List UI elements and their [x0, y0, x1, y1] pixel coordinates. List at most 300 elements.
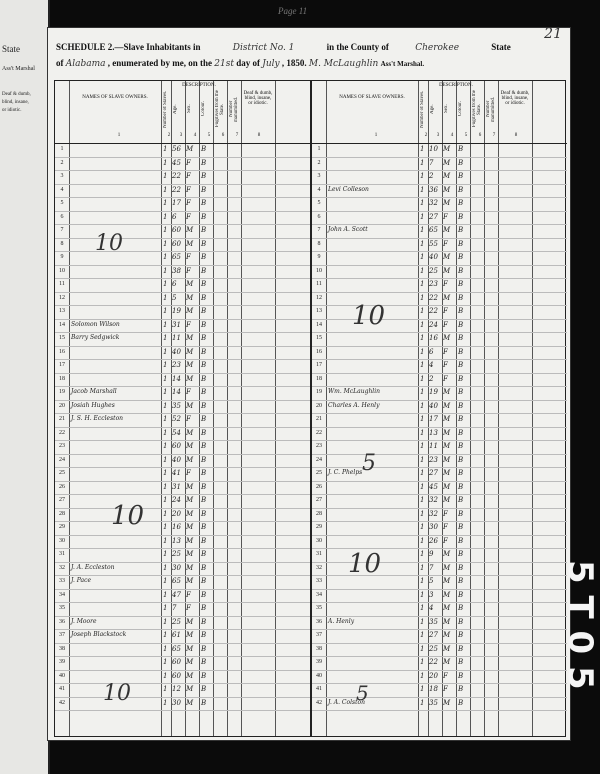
left-cell-sex: M — [186, 482, 194, 491]
left-cell-sex: M — [186, 226, 194, 234]
left-header-fugitive: Fugitives from the State. — [215, 90, 225, 128]
left-cell-sex: M — [186, 536, 194, 545]
left-row-line — [55, 157, 310, 158]
left-row-line — [55, 481, 310, 482]
marshal-name: M. McLaughlin — [308, 59, 379, 69]
right-row-line — [312, 467, 567, 468]
left-row-line — [55, 629, 310, 630]
left-cell-sex: M — [186, 523, 194, 531]
right-cell-age: 23 — [429, 455, 438, 464]
right-row-number: 36 — [316, 618, 322, 625]
right-cell-num: 1 — [420, 320, 425, 329]
left-cell-age: 20 — [172, 509, 181, 518]
right-cell-num: 1 — [420, 293, 425, 302]
left-cell-sex: F — [186, 604, 191, 612]
left-cell-sex: F — [186, 590, 191, 599]
left-cell-age: 13 — [172, 536, 181, 545]
right-cell-sex: M — [443, 266, 451, 275]
left-row-number: 34 — [59, 591, 65, 598]
tally-mark: 10 — [111, 501, 145, 531]
left-row-number: 32 — [59, 564, 65, 571]
left-cell-num: 1 — [163, 199, 168, 207]
right-cell-col: B — [458, 199, 464, 207]
right-cell-col: B — [458, 523, 464, 531]
right-cell-num: 1 — [420, 401, 425, 410]
left-cell-age: 24 — [172, 496, 181, 504]
tally-mark: 10 — [348, 549, 382, 579]
right-row-line — [312, 157, 567, 158]
right-row-line — [312, 521, 567, 522]
left-cell-num: 1 — [163, 469, 168, 477]
right-column-number: 8 — [514, 133, 518, 138]
right-row-line — [312, 359, 567, 360]
left-cell-col: B — [201, 320, 207, 329]
left-row-line — [55, 602, 310, 603]
left-row-number: 28 — [59, 510, 65, 517]
right-row-number: 42 — [316, 699, 322, 706]
right-cell-col: B — [458, 550, 464, 558]
left-cell-num: 1 — [163, 280, 168, 288]
left-cell-num: 1 — [163, 509, 168, 518]
left-column-number: 4 — [193, 133, 197, 138]
right-cell-sex: M — [443, 428, 451, 437]
left-cell-num: 1 — [163, 415, 168, 423]
census-table — [54, 80, 566, 737]
left-cell-sex: F — [186, 253, 191, 261]
right-cell-col: B — [458, 347, 464, 356]
right-row-number: 31 — [316, 551, 322, 557]
left-row-line — [55, 413, 310, 414]
right-row-number: 3 — [317, 173, 321, 179]
left-cell-sex: M — [186, 698, 194, 707]
right-cell-col: B — [458, 496, 464, 504]
left-cell-owner: Barry Sedgwick — [71, 334, 120, 341]
right-header-age: Age. — [430, 104, 435, 114]
left-row-line — [55, 521, 310, 522]
left-column-line — [275, 81, 276, 736]
left-row-line — [55, 251, 310, 252]
right-cell-sex: M — [443, 604, 451, 612]
left-cell-col: B — [201, 509, 207, 518]
left-row-number: 25 — [59, 470, 65, 476]
right-cell-age: 9 — [429, 550, 434, 558]
left-row-number: 2 — [60, 159, 64, 166]
left-cell-num: 1 — [163, 307, 168, 315]
right-cell-age: 22 — [429, 658, 438, 666]
left-cell-age: 40 — [172, 455, 181, 464]
right-cell-num: 1 — [420, 442, 425, 450]
right-cell-num: 1 — [420, 280, 425, 288]
right-row-number: 34 — [316, 591, 322, 598]
right-cell-num: 1 — [420, 415, 425, 423]
left-cell-owner: J. A. Eccleston — [71, 563, 115, 571]
right-cell-sex: M — [443, 415, 451, 423]
right-cell-col: B — [458, 401, 464, 410]
left-cell-age: 60 — [172, 658, 181, 666]
left-cell-owner: J. Pace — [71, 577, 92, 584]
tally-mark: 5 — [362, 451, 376, 476]
right-cell-age: 7 — [429, 563, 434, 572]
left-cell-sex: F — [186, 212, 191, 221]
right-cell-age: 18 — [429, 685, 438, 693]
left-cell-col: B — [201, 415, 207, 423]
left-header-colour: Colour. — [201, 101, 206, 117]
left-row-line — [55, 508, 310, 509]
left-row-line — [55, 467, 310, 468]
right-cell-sex: M — [443, 442, 451, 450]
left-row-line — [55, 575, 310, 576]
left-cell-num: 1 — [163, 631, 168, 639]
left-row-number: 16 — [59, 348, 65, 355]
right-cell-sex: M — [443, 253, 451, 261]
right-cell-owner: Levi Colleson — [328, 185, 369, 193]
left-header-manumitted: Number manumitted. — [229, 96, 239, 122]
left-row-line — [55, 427, 310, 428]
right-cell-col: B — [458, 536, 464, 545]
left-row-line — [55, 197, 310, 198]
right-row-line — [312, 278, 567, 279]
right-cell-age: 11 — [429, 442, 438, 450]
left-cell-col: B — [201, 455, 207, 464]
right-cell-owner: John A. Scott — [328, 226, 368, 233]
left-row-line — [55, 224, 310, 225]
right-row-number: 37 — [316, 632, 322, 638]
left-cell-num: 1 — [163, 442, 168, 450]
previous-page-strip — [0, 0, 50, 774]
left-row-line — [55, 346, 310, 347]
right-row-number: 9 — [317, 254, 321, 260]
left-cell-age: 31 — [172, 320, 181, 329]
left-row-line — [55, 184, 310, 185]
left-row-line — [55, 359, 310, 360]
right-header-deaf: Deaf & dumb, blind, insane, or idiotic. — [500, 91, 530, 106]
right-cell-sex: F — [443, 307, 448, 315]
left-column-number: 3 — [179, 133, 183, 138]
left-column-number: 5 — [207, 133, 211, 138]
right-cell-num: 1 — [420, 374, 425, 383]
right-row-number: 29 — [316, 524, 322, 530]
left-cell-col: B — [201, 496, 207, 504]
right-row-line — [312, 535, 567, 536]
left-cell-col: B — [201, 158, 207, 167]
left-cell-age: 25 — [172, 550, 181, 558]
right-cell-owner: J. A. Colston — [328, 698, 365, 706]
tally-mark: 10 — [103, 681, 131, 706]
left-cell-age: 5 — [172, 293, 177, 302]
left-cell-num: 1 — [163, 658, 168, 666]
margin-label-marshal: Ass't Marshal — [2, 66, 35, 72]
right-cell-col: B — [458, 658, 464, 666]
left-cell-col: B — [201, 145, 207, 153]
left-column-line — [161, 81, 162, 736]
left-cell-owner: Jacob Marshall — [71, 388, 117, 395]
left-cell-age: 14 — [172, 388, 181, 396]
left-row-number: 20 — [59, 402, 65, 409]
right-cell-sex: F — [443, 347, 448, 356]
tally-mark: 10 — [95, 231, 123, 256]
left-cell-num: 1 — [163, 428, 168, 437]
right-row-line — [312, 319, 567, 320]
right-row-number: 35 — [316, 605, 322, 611]
right-row-number: 26 — [316, 483, 322, 490]
right-row-line — [312, 224, 567, 225]
left-cell-owner: J. Moore — [71, 617, 97, 625]
left-cell-col: B — [201, 658, 207, 666]
right-cell-age: 4 — [429, 361, 434, 369]
left-column-line — [199, 81, 200, 736]
header-line-1 — [56, 42, 511, 53]
right-row-line — [312, 440, 567, 441]
right-cell-col: B — [458, 698, 464, 707]
right-cell-sex: M — [443, 563, 451, 572]
left-cell-col: B — [201, 266, 207, 275]
left-cell-col: B — [201, 428, 207, 437]
left-row-line — [55, 494, 310, 495]
year-label: , 1850. — [281, 58, 307, 68]
left-cell-age: 6 — [172, 280, 177, 288]
left-row-line — [55, 305, 310, 306]
right-cell-num: 1 — [420, 226, 425, 234]
right-row-line — [312, 589, 567, 590]
left-column-number: 1 — [117, 133, 121, 138]
right-row-number: 14 — [316, 321, 322, 328]
right-cell-sex: F — [443, 212, 448, 221]
left-cell-sex: F — [186, 388, 191, 396]
right-column-line — [470, 81, 471, 736]
left-row-number: 42 — [59, 699, 65, 706]
left-cell-num: 1 — [163, 482, 168, 491]
right-cell-num: 1 — [420, 347, 425, 356]
left-cell-age: 61 — [172, 631, 181, 639]
left-cell-sex: M — [186, 455, 194, 464]
right-cell-col: B — [458, 307, 464, 315]
right-cell-col: B — [458, 644, 464, 653]
right-header-number: Number of Slaves. — [420, 90, 425, 128]
left-header-sex: Sex. — [187, 104, 192, 114]
left-cell-sex: M — [186, 334, 194, 342]
left-cell-col: B — [201, 685, 207, 693]
left-cell-age: 60 — [172, 442, 181, 450]
left-cell-sex: M — [186, 442, 194, 450]
right-cell-sex: F — [443, 671, 448, 680]
left-row-number: 3 — [60, 173, 64, 179]
right-cell-sex: M — [443, 469, 451, 477]
right-cell-age: 24 — [429, 320, 438, 329]
right-cell-age: 35 — [429, 698, 438, 707]
right-cell-age: 10 — [429, 145, 438, 153]
right-cell-num: 1 — [420, 253, 425, 261]
right-cell-num: 1 — [420, 428, 425, 437]
left-cell-col: B — [201, 199, 207, 207]
left-cell-age: 47 — [172, 590, 181, 599]
right-cell-sex: M — [443, 698, 451, 707]
right-cell-num: 1 — [420, 631, 425, 639]
right-row-number: 16 — [316, 348, 322, 355]
left-cell-sex: M — [186, 509, 194, 518]
right-cell-col: B — [458, 145, 464, 153]
right-cell-age: 23 — [429, 280, 438, 288]
left-cell-num: 1 — [163, 617, 168, 626]
left-cell-col: B — [201, 172, 207, 180]
left-half — [55, 81, 310, 736]
left-cell-sex: F — [186, 266, 191, 275]
right-cell-sex: F — [443, 523, 448, 531]
right-cell-num: 1 — [420, 685, 425, 693]
right-column-line — [418, 81, 419, 736]
left-header-divider — [55, 143, 310, 144]
right-cell-sex: F — [443, 239, 448, 248]
right-cell-col: B — [458, 482, 464, 491]
right-cell-sex: M — [443, 388, 451, 396]
left-cell-num: 1 — [163, 523, 168, 531]
left-cell-age: 14 — [172, 374, 181, 383]
left-cell-sex: F — [186, 199, 191, 207]
right-cell-num: 1 — [420, 212, 425, 221]
right-cell-age: 2 — [429, 172, 434, 180]
right-row-line — [312, 670, 567, 671]
right-row-number: 12 — [316, 294, 322, 301]
right-cell-num: 1 — [420, 455, 425, 464]
left-cell-sex: M — [186, 347, 194, 356]
right-row-number: 24 — [316, 456, 322, 463]
right-row-number: 25 — [316, 470, 322, 476]
county-value: Cherokee — [415, 43, 460, 53]
left-row-number: 17 — [59, 362, 65, 368]
left-column-line — [69, 81, 70, 736]
right-cell-num: 1 — [420, 604, 425, 612]
left-cell-sex: M — [186, 563, 194, 572]
left-cell-col: B — [201, 401, 207, 410]
left-cell-owner: J. S. H. Eccleston — [71, 415, 124, 422]
right-cell-col: B — [458, 212, 464, 221]
left-cell-col: B — [201, 293, 207, 302]
right-cell-age: 17 — [429, 415, 438, 423]
left-row-line — [55, 238, 310, 239]
left-cell-col: B — [201, 334, 207, 342]
state-label: State — [491, 42, 511, 52]
right-cell-col: B — [458, 388, 464, 396]
left-cell-sex: M — [186, 550, 194, 558]
state-value: Alabama — [65, 59, 106, 69]
left-cell-age: 25 — [172, 617, 181, 626]
right-row-number: 11 — [316, 281, 322, 287]
right-cell-col: B — [458, 455, 464, 464]
left-cell-sex: M — [186, 658, 194, 666]
left-row-number: 7 — [60, 227, 64, 233]
right-row-line — [312, 643, 567, 644]
right-cell-num: 1 — [420, 523, 425, 531]
left-column-line — [241, 81, 242, 736]
right-column-line — [484, 81, 485, 736]
right-cell-col: B — [458, 590, 464, 599]
right-row-number: 27 — [316, 497, 322, 503]
right-cell-age: 36 — [429, 185, 438, 194]
right-cell-age: 6 — [429, 347, 434, 356]
right-row-number: 15 — [316, 335, 322, 341]
left-cell-col: B — [201, 388, 207, 396]
right-row-number: 20 — [316, 402, 322, 409]
right-row-line — [312, 602, 567, 603]
right-row-line — [312, 697, 567, 698]
left-cell-col: B — [201, 577, 207, 585]
left-cell-num: 1 — [163, 334, 168, 342]
left-cell-sex: F — [186, 172, 191, 180]
left-row-number: 40 — [59, 672, 65, 679]
right-cell-col: B — [458, 469, 464, 477]
schedule-title: SCHEDULE 2.—Slave Inhabitants in — [56, 42, 201, 52]
right-row-line — [312, 373, 567, 374]
right-column-number: 6 — [478, 133, 482, 138]
left-row-number: 12 — [59, 294, 65, 301]
left-cell-num: 1 — [163, 644, 168, 653]
right-cell-num: 1 — [420, 361, 425, 369]
right-cell-sex: F — [443, 374, 448, 383]
right-column-line — [456, 81, 457, 736]
right-cell-num: 1 — [420, 199, 425, 207]
right-row-line — [312, 629, 567, 630]
right-cell-sex: F — [443, 320, 448, 329]
right-cell-age: 3 — [429, 590, 434, 599]
left-cell-col: B — [201, 604, 207, 612]
left-row-number: 4 — [60, 186, 64, 193]
left-cell-num: 1 — [163, 671, 168, 680]
right-row-line — [312, 494, 567, 495]
right-cell-age: 13 — [429, 428, 438, 437]
left-cell-col: B — [201, 226, 207, 234]
left-cell-num: 1 — [163, 388, 168, 396]
left-row-line — [55, 616, 310, 617]
left-cell-col: B — [201, 347, 207, 356]
right-cell-sex: M — [443, 293, 451, 302]
left-cell-col: B — [201, 185, 207, 194]
left-cell-col: B — [201, 374, 207, 383]
left-column-line — [213, 81, 214, 736]
left-cell-col: B — [201, 698, 207, 707]
left-cell-age: 6 — [172, 212, 177, 221]
right-column-number: 1 — [374, 133, 378, 138]
left-cell-num: 1 — [163, 455, 168, 464]
right-column-line — [532, 81, 533, 736]
left-column-number: 6 — [221, 133, 225, 138]
right-row-line — [312, 251, 567, 252]
right-cell-owner: Wm. McLaughlin — [328, 388, 381, 395]
right-cell-col: B — [458, 509, 464, 518]
right-row-line — [312, 197, 567, 198]
left-cell-sex: M — [186, 496, 194, 504]
left-column-line — [227, 81, 228, 736]
right-cell-sex: F — [443, 280, 448, 288]
left-row-number: 27 — [59, 497, 65, 503]
left-cell-age: 60 — [172, 671, 181, 680]
right-cell-sex: M — [443, 550, 451, 558]
right-cell-age: 4 — [429, 604, 434, 612]
census-page — [48, 6, 570, 740]
right-cell-col: B — [458, 604, 464, 612]
left-cell-sex: F — [186, 415, 191, 423]
left-row-line — [55, 589, 310, 590]
left-cell-sex: M — [186, 685, 194, 693]
right-cell-col: B — [458, 685, 464, 693]
left-cell-num: 1 — [163, 239, 168, 248]
right-cell-age: 27 — [429, 469, 438, 477]
right-row-number: 2 — [317, 159, 321, 166]
right-cell-sex: M — [443, 226, 451, 234]
right-row-number: 30 — [316, 537, 322, 544]
left-cell-age: 54 — [172, 428, 181, 437]
left-cell-col: B — [201, 442, 207, 450]
right-cell-num: 1 — [420, 469, 425, 477]
left-row-number: 5 — [60, 200, 64, 206]
